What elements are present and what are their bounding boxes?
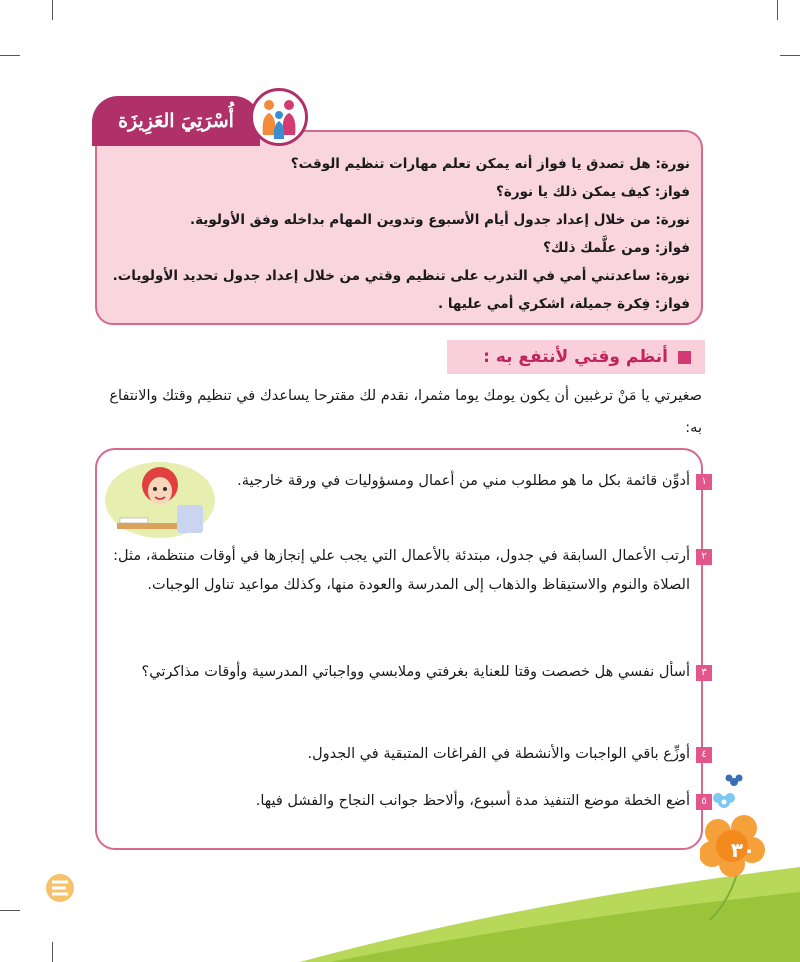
- family-section-title: أُسْرَتِيَ العَزِيزَة: [92, 96, 260, 146]
- step-text: أدوِّن قائمة بكل ما هو مطلوب مني من أعمال ومسؤوليات في ورقة خارجية.: [237, 473, 690, 489]
- crop-mark: [0, 55, 20, 56]
- step-number: ١: [696, 474, 712, 490]
- step-text: أرتب الأعمال السابقة في جدول، مبتدئة بالأعمال التي يجب علي إنجازها في أوقات منتظمة، مثل: الصلاة والنوم والاستيقاظ والذهاب إلى المدرسة والعودة منها، وكذلك مواعيد تناول الوجبات.: [113, 548, 690, 593]
- step-1: [105, 467, 707, 496]
- step-text: أضع الخطة موضع التنفيذ مدة أسبوع، وألاحظ جوانب النجاح والفشل فيها.: [255, 793, 690, 809]
- dialog: [100, 150, 690, 318]
- dialog-line: نورة: من خلال إعداد جدول أيام الأسبوع وتدوين المهام بداخله وفق الأولوية.: [189, 212, 690, 228]
- dialog-line: نورة: ساعدتني أمي في التدرب على تنظيم وقتي من خلال إعداد جدول تحديد الأولويات.: [112, 268, 690, 284]
- crop-mark: [52, 0, 53, 20]
- section-heading: [447, 340, 705, 374]
- step-number: ٣: [696, 665, 712, 681]
- green-wave-decoration: [0, 862, 800, 962]
- dialog-line: فواز: كيف يمكن ذلك يا نورة؟: [496, 184, 690, 200]
- publisher-logo-icon: [40, 868, 80, 908]
- dialog-line: فواز: ومن علَّمك ذلك؟: [543, 240, 690, 256]
- crop-mark: [777, 0, 778, 20]
- step-number: ٤: [696, 747, 712, 763]
- family-icon: [250, 88, 308, 146]
- step-2: [105, 542, 707, 600]
- dialog-line: نورة: هل تصدق يا فواز أنه يمكن تعلم مهارات تنظيم الوقت؟: [290, 156, 690, 172]
- step-text: أسأل نفسي هل خصصت وقتا للعناية بغرفتي وملابسي وواجباتي المدرسية وأوقات مذاكرتي؟: [141, 664, 690, 680]
- step-5: [105, 787, 707, 816]
- step-number: ٥: [696, 794, 712, 810]
- crop-mark: [780, 55, 800, 56]
- step-3: [105, 658, 707, 687]
- page-number: ٣٠: [730, 838, 756, 862]
- bullet-square-icon: [678, 351, 691, 364]
- dialog-line: فواز: فِكرة جميلة، اشكري أمي عليها .: [438, 296, 690, 312]
- step-text: أوزِّع باقي الواجبات والأنشطة في الفراغات المتبقية في الجدول.: [307, 746, 690, 762]
- intro-paragraph: صغيرتي يا مَنْ ترغبين أن يكون يومك يوما مثمرا، نقدم لك مقترحا يساعدك في تنظيم وقتك والانتفاع به:: [109, 388, 702, 436]
- section-title: أنظم وقتي لأنتفع به :: [483, 347, 668, 367]
- step-number: ٢: [696, 549, 712, 565]
- step-4: [105, 740, 707, 769]
